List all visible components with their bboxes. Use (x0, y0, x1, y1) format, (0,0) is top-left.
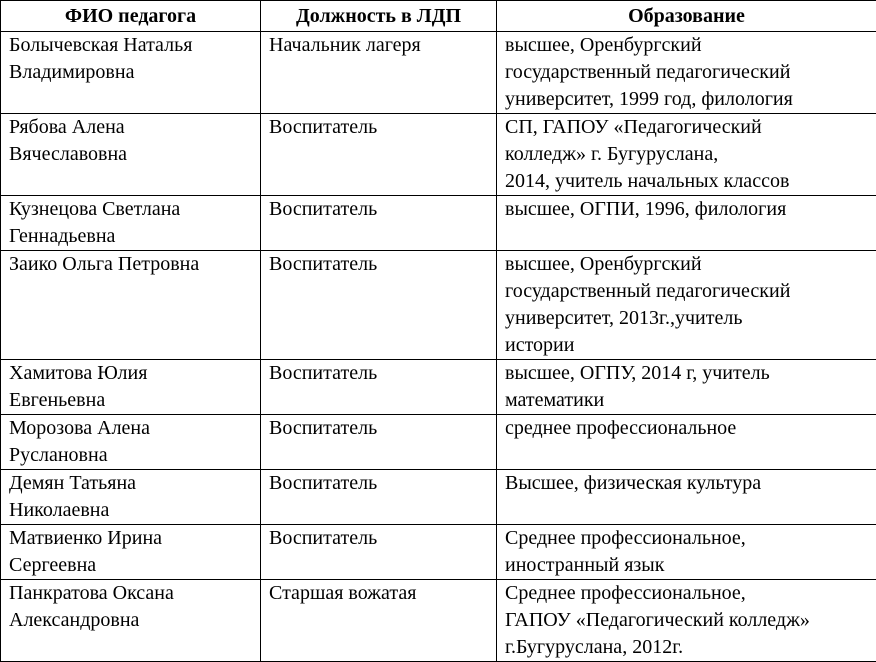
cell-name: Заико Ольга Петровна (1, 251, 261, 360)
cell-education: среднее профессиональное (497, 415, 876, 470)
cell-name: Хамитова Юлия Евгеньевна (1, 360, 261, 415)
header-name: ФИО педагога (1, 1, 261, 32)
cell-name: Демян Татьяна Николаевна (1, 470, 261, 525)
cell-name: Кузнецова Светлана Геннадьевна (1, 196, 261, 251)
cell-name: Панкратова Оксана Александровна (1, 580, 261, 662)
header-row (1, 1, 876, 32)
cell-position: Воспитатель (261, 525, 497, 580)
cell-position: Воспитатель (261, 360, 497, 415)
cell-position: Воспитатель (261, 251, 497, 360)
cell-education: Среднее профессиональное, иностранный язык (497, 525, 876, 580)
cell-name: Морозова Алена Руслановна (1, 415, 261, 470)
cell-education: высшее, ОГПИ, 1996, филология (497, 196, 876, 251)
cell-position: Старшая вожатая (261, 580, 497, 662)
cell-position: Воспитатель (261, 415, 497, 470)
header-position: Должность в ЛДП (261, 1, 497, 32)
table-row (1, 360, 876, 415)
table-row (1, 415, 876, 470)
cell-education: высшее, ОГПУ, 2014 г, учитель математики (497, 360, 876, 415)
table-row (1, 32, 876, 114)
table-row (1, 470, 876, 525)
table-row (1, 251, 876, 360)
header-education: Образование (497, 1, 876, 32)
cell-position: Воспитатель (261, 196, 497, 251)
cell-position: Начальник лагеря (261, 32, 497, 114)
cell-education: Среднее профессиональное, ГАПОУ «Педагогический колледж» г.Бугуруслана, 2012г. (497, 580, 876, 662)
table-row (1, 580, 876, 662)
table-row (1, 525, 876, 580)
cell-education: высшее, Оренбургский государственный педагогический университет, 1999 год, филология (497, 32, 876, 114)
cell-position: Воспитатель (261, 114, 497, 196)
table-row (1, 196, 876, 251)
cell-name: Матвиенко Ирина Сергеевна (1, 525, 261, 580)
cell-position: Воспитатель (261, 470, 497, 525)
cell-education: высшее, Оренбургский государственный педагогический университет, 2013г.,учитель истории (497, 251, 876, 360)
cell-education: СП, ГАПОУ «Педагогический колледж» г. Бугуруслана, 2014, учитель начальных классов (497, 114, 876, 196)
cell-name: Болычевская Наталья Владимировна (1, 32, 261, 114)
cell-name: Рябова Алена Вячеславовна (1, 114, 261, 196)
table-row (1, 114, 876, 196)
cell-education: Высшее, физическая культура (497, 470, 876, 525)
